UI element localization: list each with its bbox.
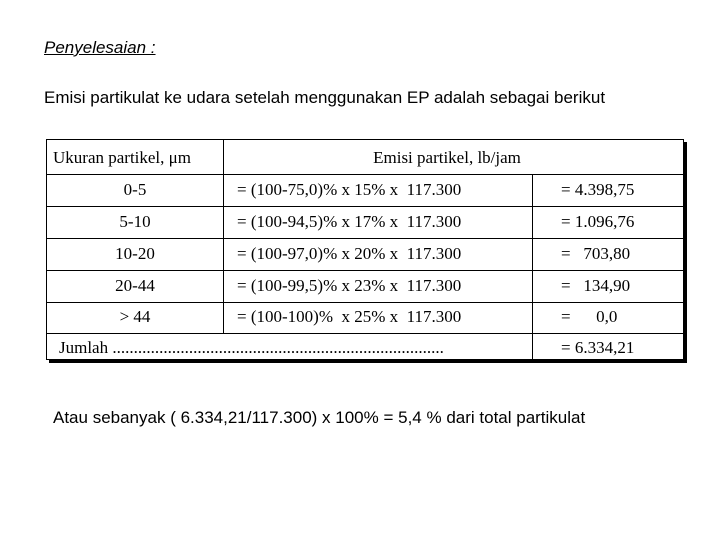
emission-table [46,139,684,360]
row-size: 5-10 [119,212,151,231]
total-label: Jumlah .............................................................................. [59,338,444,357]
row-formula: = (100-100)% x 25% x 117.300 [237,307,462,326]
table-divider [532,174,533,361]
row-result: = 134,90 [561,276,631,295]
header-particle-size: Ukuran partikel, μm [53,148,191,167]
row-size: 0-5 [123,180,147,199]
header-emission: Emisi partikel, lb/jam [373,148,521,167]
table-divider [223,140,224,333]
row-formula: = (100-94,5)% x 17% x 117.300 [237,212,462,231]
row-formula: = (100-97,0)% x 20% x 117.300 [237,244,462,263]
row-result: = 1.096,76 [561,212,635,231]
table-divider [47,238,683,239]
section-heading: Penyelesaian : [44,38,156,57]
intro-text: Emisi partikulat ke udara setelah menggunakan EP adalah sebagai berikut [44,88,606,107]
row-formula: = (100-99,5)% x 23% x 117.300 [237,276,462,295]
row-result: = 703,80 [561,244,631,263]
table-divider [47,333,683,334]
table-divider [47,302,683,303]
total-value: = 6.334,21 [561,338,635,357]
table-divider [47,174,683,175]
row-size: > 44 [119,307,151,326]
conclusion-text: Atau sebanyak ( 6.334,21/117.300) x 100% = 5,4 % dari total partikulat [53,408,586,427]
row-size: 10-20 [115,244,155,263]
row-result: = 0,0 [561,307,618,326]
row-result: = 4.398,75 [561,180,635,199]
table-divider [47,206,683,207]
row-formula: = (100-75,0)% x 15% x 117.300 [237,180,462,199]
row-size: 20-44 [115,276,155,295]
table-divider [47,270,683,271]
